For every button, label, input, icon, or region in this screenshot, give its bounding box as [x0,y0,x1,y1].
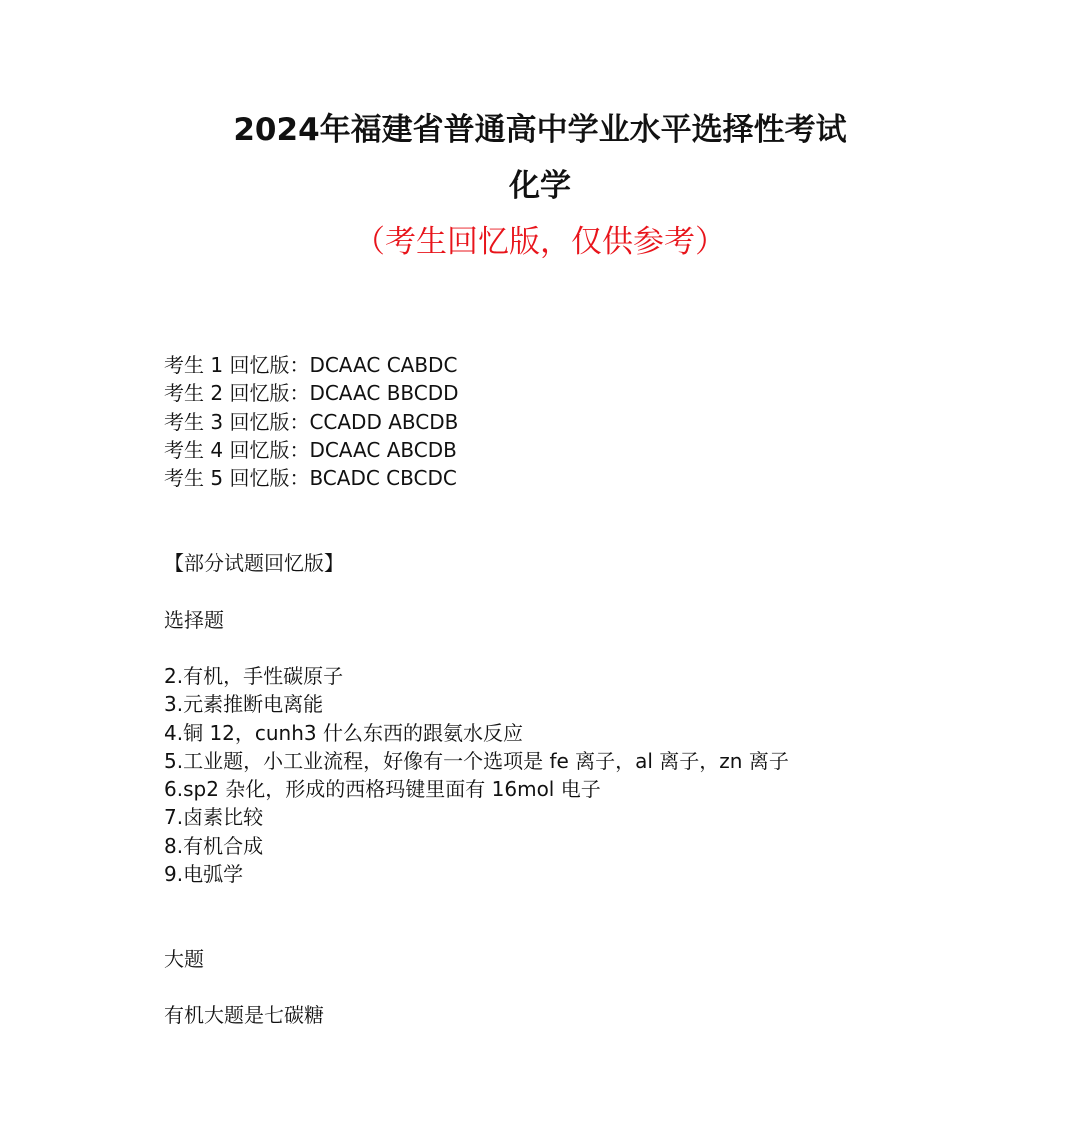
question-item: 3.元素推断电离能 [164,692,324,717]
question-item: 8.有机合成 [164,833,264,858]
recall-note: （考生回忆版，仅供参考） [354,224,726,260]
answer-list [164,351,459,492]
big-question-item: 有机大题是七碳糖 [164,1003,324,1027]
section-heading: 【部分试题回忆版】 [164,551,344,575]
answer-line: 考生 5 回忆版：BCADC CBCDC [164,466,457,491]
subject-title: 化学 [509,168,571,204]
answer-line: 考生 4 回忆版：DCAAC ABCDB [164,437,457,462]
multiple-choice-list [164,662,789,888]
question-item: 7.卤素比较 [164,805,264,830]
answer-line: 考生 1 回忆版：DCAAC CABDC [164,353,458,377]
exam-title: 2024年福建省普通高中学业水平选择性考试 [233,112,847,148]
question-item: 9.电弧学 [164,862,244,887]
answer-line: 考生 2 回忆版：DCAAC BBCDD [164,381,459,406]
question-item: 4.铜 12，cunh3 什么东西的跟氨水反应 [164,720,523,745]
question-item: 2.有机，手性碳原子 [164,664,344,688]
big-question-heading: 大题 [164,947,204,971]
question-item: 5.工业题，小工业流程，好像有一个选项是 fe 离子，al 离子，zn 离子 [164,748,789,773]
multiple-choice-heading: 选择题 [164,608,224,632]
answer-line: 考生 3 回忆版：CCADD ABCDB [164,409,459,434]
question-item: 6.sp2 杂化，形成的西格玛键里面有 16mol 电子 [164,777,601,802]
